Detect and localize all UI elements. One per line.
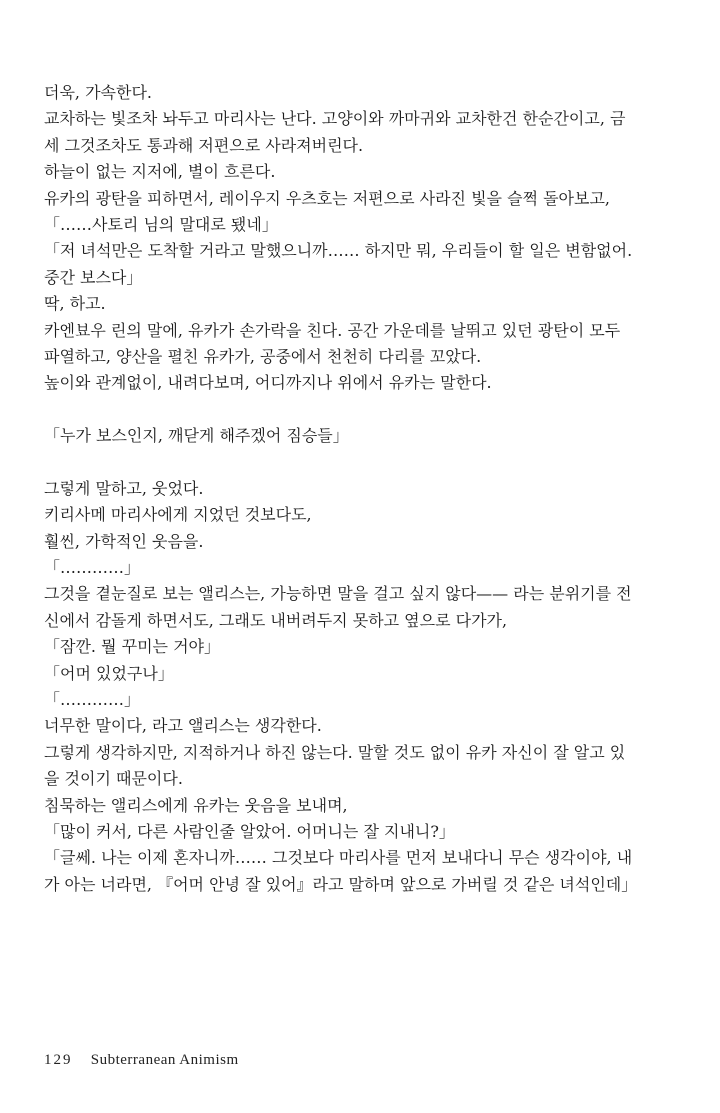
- text-line: 「잠깐. 뭘 꾸미는 거야」: [44, 637, 220, 657]
- text-line: 너무한 말이다, 라고 앨리스는 생각한다.: [44, 716, 322, 736]
- text-line: 그렇게 생각하지만, 지적하거나 하진 않는다. 말할 것도 없이 유카 자신이 잘 알고 있: [44, 742, 626, 762]
- body-text: [44, 80, 684, 898]
- text-line: 중간 보스다」: [44, 267, 143, 287]
- text-line: 「…………」: [44, 558, 141, 578]
- page-footer: [44, 1050, 239, 1070]
- text-line: 세 그것조차도 통과해 저편으로 사라져버린다.: [44, 135, 364, 155]
- text-line: 을 것이기 때문이다.: [44, 769, 183, 789]
- text-line: 하늘이 없는 지저에, 별이 흐른다.: [44, 162, 276, 182]
- text-line: 「어머 있었구나」: [44, 663, 174, 683]
- text-line: 더욱, 가속한다.: [44, 83, 152, 102]
- text-line: 「누가 보스인지, 깨닫게 해주겠어 짐승들」: [44, 426, 349, 446]
- text-line: 신에서 감돌게 하면서도, 그래도 내버려두지 못하고 옆으로 다가가,: [44, 610, 508, 630]
- page-number: 129: [44, 1052, 73, 1068]
- text-line: 키리사메 마리사에게 지었던 것보다도,: [44, 505, 312, 525]
- text-line: 「글쎄. 나는 이제 혼자니까…… 그것보다 마리사를 먼저 보내다니 무슨 생각이야, 내: [44, 848, 633, 868]
- text-line: 훨씬, 가학적인 웃음을.: [44, 531, 204, 551]
- blank-line: [44, 449, 684, 475]
- text-line: 높이와 관계없이, 내려다보며, 어디까지나 위에서 유카는 말한다.: [44, 373, 492, 393]
- text-line: 카엔뵤우 린의 말에, 유카가 손가락을 친다. 공간 가운데를 날뛰고 있던 광탄이 모두: [44, 320, 621, 340]
- text-line: 「……사토리 님의 말대로 됐네」: [44, 214, 278, 234]
- text-line: 유카의 광탄을 피하면서, 레이우지 우츠호는 저편으로 사라진 빛을 슬쩍 돌아보고,: [44, 188, 610, 208]
- blank-line: [44, 397, 684, 423]
- text-line: 파열하고, 양산을 펼친 유카가, 공중에서 천천히 다리를 꼬았다.: [44, 346, 482, 366]
- text-line: 교차하는 빛조차 놔두고 마리사는 난다. 고양이와 까마귀와 교차한건 한순간이고, 금: [44, 109, 626, 129]
- text-line: 「많이 커서, 다른 사람인줄 알았어. 어머니는 잘 지내니?」: [44, 821, 455, 841]
- text-line: 가 아는 너라면, 『어머 안녕 잘 있어』라고 말하며 앞으로 가버릴 것 같은 녀석인데」: [44, 874, 638, 894]
- text-line: 그것을 곁눈질로 보는 앨리스는, 가능하면 말을 걸고 싶지 않다—— 라는 분위기를 전: [44, 584, 632, 604]
- text-line: 「저 녀석만은 도착할 거라고 말했으니까…… 하지만 뭐, 우리들이 할 일은 변함없어.: [44, 241, 633, 261]
- text-line: 침묵하는 앨리스에게 유카는 웃음을 보내며,: [44, 795, 348, 815]
- text-line: 「…………」: [44, 689, 141, 709]
- text-line: 그렇게 말하고, 웃었다.: [44, 478, 204, 498]
- book-title: Subterranean Animism: [90, 1052, 239, 1068]
- text-line: 딱, 하고.: [44, 294, 106, 314]
